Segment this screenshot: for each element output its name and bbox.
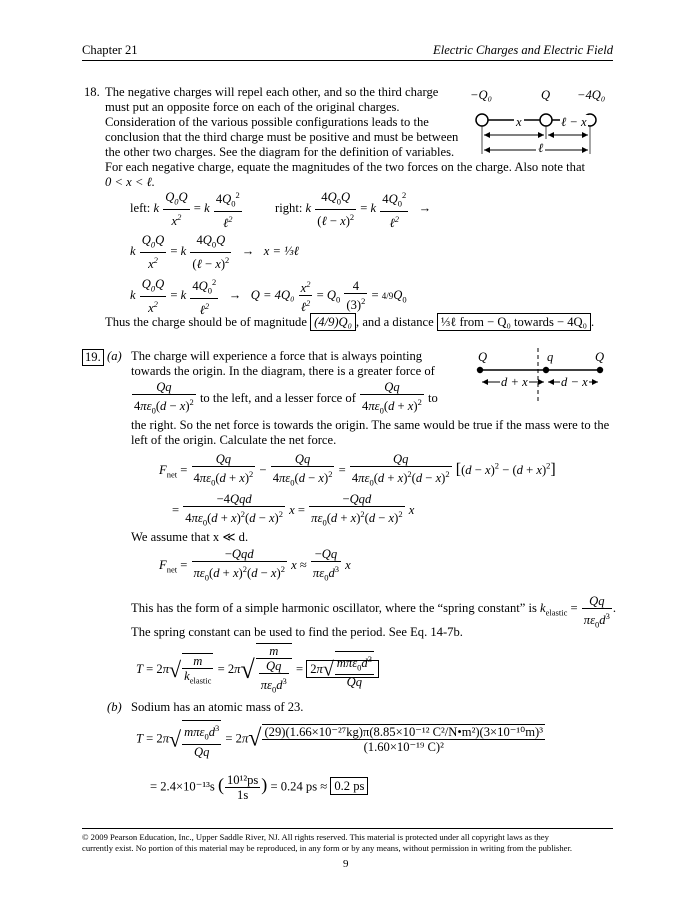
problem-19-number: 19. [82,349,104,366]
footer-copyright: © 2009 Pearson Education, Inc., Upper Saddle River, NJ. All rights reserved. This material is protected under all copyright laws as they [82,832,549,842]
chapter-label: Chapter 21 [82,43,138,57]
answer-magnitude-box: (4/9)Q₀ [310,313,356,331]
p19-line-2: towards the origin. In the diagram, there is a greater force of [131,364,435,378]
p19-shm: This has the form of a simple harmonic oscillator, where the “spring constant” is $k_{elastic}$ = $\frac{Qq}{\pi\varepsilon_0d^3}$ . [131,594,616,630]
eq19-fnet-1: $F_{net}$ = $\frac{Qq}{4\pi\varepsilon_0(d + x)^2}$ − $\frac{Qq}{4\pi\varepsilon_0(d - x)^2}$ = $\frac{Qq}{4\pi\varepsilon_0(d + x)^2(d - x)^2}$ $[(d - x)^2 - (d + x)^2]$ [159,452,556,488]
eq18-left-right: left: k $\frac{Q_0Q}{x^2}$ = k $\frac{4Q_0^2}{\ell^2}$ right: k $\frac{4Q_0Q}{(\ell - x)^2}$ = k $\frac{4Q_0^2}{\ell^2}$ → [130,190,432,230]
answer-distance-box: ⅓ℓ from − Q₀ towards − 4Q₀ [437,313,591,331]
diag19-q2: q [547,350,554,364]
p18-conclusion: Thus the charge should be of magnitude (4/9)Q₀ , and a distance ⅓ℓ from − Q₀ towards − 4Q₀ . [105,315,595,329]
p18-line-6: For each negative charge, equate the magnitudes of the two forces on the charge. Also note that [105,160,586,174]
part-b-label: (b) [107,700,122,714]
diag19-q3: Q [595,350,605,364]
diag19-q1: Q [478,350,488,364]
page-number: 9 [343,858,349,870]
p18-line-1: The negative charges will repel each other, and so the third charge [105,85,439,99]
eq19-fnet-2: = $\frac{\text{−4Qqd}}{4\pi\varepsilon_0(d + x)^2(d - x)^2}$ x = $\frac{\text{−Qqd}}{\pi\varepsilon_0(d + x)^2(d - x)^2}$ x [172,492,415,528]
footer-rule [82,828,613,829]
chapter-title: Electric Charges and Electric Field [433,43,613,57]
answer-period-value-box: 0.2 ps [330,777,368,795]
eq19-period: T = 2π√ $\frac{m}{k_{elastic}}$ = 2π√ $\frac{m}{\frac{Qq}{\pi\varepsilon_0d^3}}$ = 2π√ $\frac{m\pi\varepsilon_0d^3}{Qq}$ [136,643,379,697]
p18-line-5: the other two charges. See the diagram for the definition of variables. [105,145,455,159]
p19-line-6: left of the origin. Calculate the net force. [131,433,337,447]
diag19-seg2: d − x [561,375,588,389]
diag19-seg1: d + x [501,375,528,389]
eq19-b-period: T = 2π√ $\frac{m\pi\varepsilon_0d^3}{Qq}$ = 2π√ $\frac{\text{(29)(1.66×10⁻²⁷kg)π(8.85×10⁻¹² C²/N•m²)(3×10⁻¹⁰m)³}}{\text{(1.60×10⁻¹⁹ C)²}}$ [136,720,546,759]
diag18-seg1: x [516,115,522,129]
eq18-x-solve: k $\frac{Q_0Q}{x^2}$ = k $\frac{4Q_0Q}{(\ell - x)^2}$ → x = ⅓ℓ [130,233,299,271]
p19-line-1: The charge will experience a force that is always pointing [131,349,423,363]
p19-force-line: $\frac{Qq}{4\pi\varepsilon_0(d - x)^2}$ to the left, and a lesser force of $\frac{Qq}{4\pi\varepsilon_0(d + x)^2}$ to [134,380,438,416]
p19-b-line: Sodium has an atomic mass of 23. [131,700,304,714]
diag18-total: ℓ [538,141,544,155]
answer-period-box: 2π√ $\frac{m\pi\varepsilon_0d^3}{Qq}$ [306,660,379,678]
p18-line-3: Consideration of the various possible configurations leads to the [105,115,429,129]
part-a-label: (a) [107,349,122,363]
eq19-b-result: = 2.4×10⁻¹³s ( $\frac{\text{10¹²ps}}{1s}$ ) = 0.24 ps ≈ 0.2 ps [150,773,368,802]
diag18-q1: −Q₀ [470,88,492,102]
eq18-Q-solve: k $\frac{Q_0Q}{x^2}$ = k $\frac{4Q_0^2}{\ell^2}$ → Q = 4Q₀ $\frac{x^2}{\ell^2}$ = $Q_0$ $\frac{4}{(3)^2}$ = $4/9Q_0$ [130,277,407,317]
p18-line-7: 0 < x < ℓ. [105,175,155,189]
p19-assume: We assume that x ≪ d. [131,530,249,544]
diag18-q2: Q [541,88,551,102]
p18-line-4: conclusion that the third charge must be positive and must be between [105,130,459,144]
problem-18-number: 18. [84,85,100,99]
header-rule [82,60,613,61]
footer-copyright-2: currently exist. No portion of this material may be reproduced, in any form or by any means, without permission in writing from the publisher. [82,843,572,853]
diag18-seg2: ℓ − x [561,115,587,129]
p19-spring: The spring constant can be used to find the period. See Eq. 14-7b. [131,625,463,639]
diag18-q3: −4Q₀ [577,88,606,102]
p18-line-2: must put an opposite force on each of the original charges. [105,100,400,114]
eq19-fnet-3: $F_{net}$ = $\frac{\text{−Qqd}}{\pi\varepsilon_0(d + x)^2(d - x)^2}$ x ≈ $\frac{-Qq}{\pi\varepsilon_0d^3}$ x [159,547,351,583]
p19-line-5: the right. So the net force is towards the origin. The same would be true if the mass were to the [131,418,610,432]
